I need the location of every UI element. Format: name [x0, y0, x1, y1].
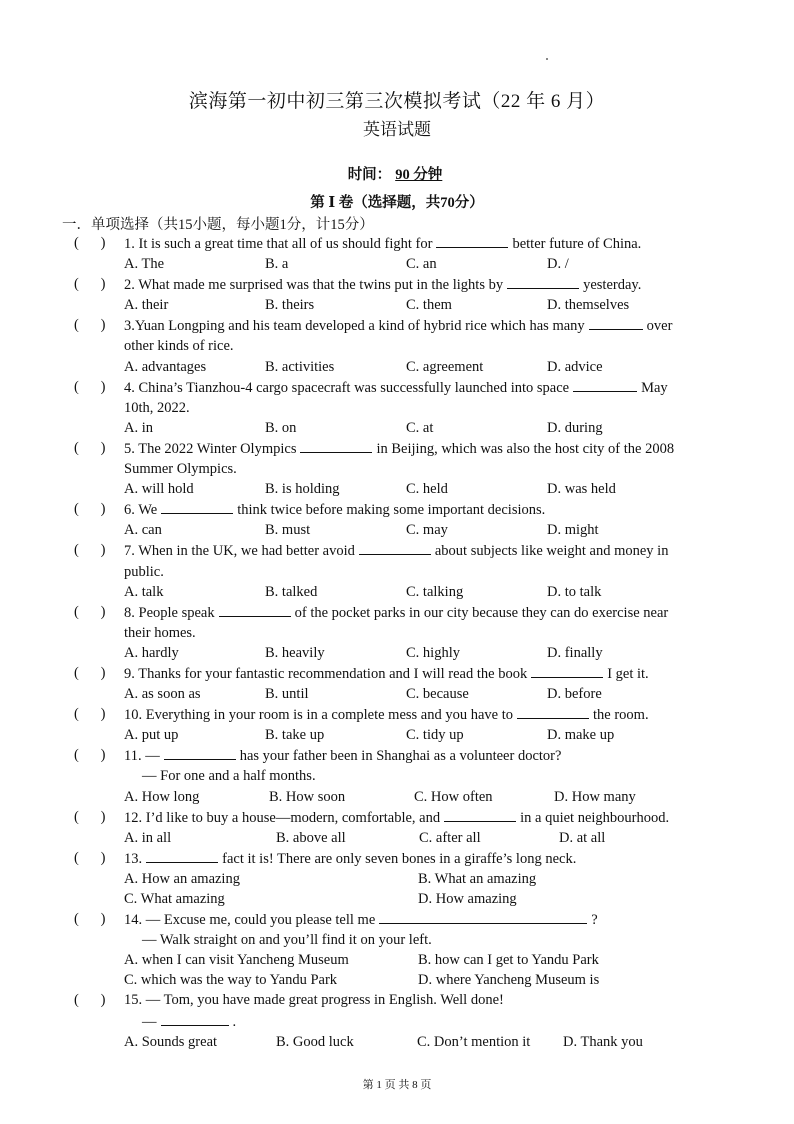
answer-option[interactable]: C. held — [406, 481, 448, 498]
question-stem — [124, 233, 724, 254]
answer-option[interactable]: D. How amazing — [418, 891, 517, 907]
option-row — [74, 582, 724, 602]
dialogue-text: — Walk straight on and you’ll find it on your left. — [142, 932, 432, 949]
answer-bracket[interactable]: ( ) — [74, 235, 106, 251]
answer-option[interactable]: A. talk — [124, 583, 164, 600]
question-item — [74, 377, 724, 438]
answer-blank[interactable] — [146, 848, 218, 863]
question-item — [74, 602, 724, 663]
answer-option[interactable]: C. tidy up — [406, 727, 464, 744]
answer-blank[interactable] — [517, 704, 589, 719]
question-text-before: It is such a great time that all of us should fight for — [134, 236, 433, 252]
question-text-after: May — [641, 379, 668, 396]
question-stem-line — [74, 704, 724, 725]
answer-option[interactable]: B. What an amazing — [418, 870, 537, 887]
option-row — [74, 357, 724, 377]
question-text-before: People speak — [134, 604, 215, 621]
volume-heading: 第 Ⅰ 卷（选择题，共70分） — [310, 195, 484, 211]
question-text-before: What made me surprised was that the twins put in the lights by — [134, 277, 504, 294]
answer-option[interactable]: D. Thank you — [563, 1033, 643, 1050]
answer-option[interactable]: A. as soon as — [124, 686, 201, 703]
question-stem-line — [74, 848, 724, 869]
answer-option[interactable]: D. might — [547, 522, 599, 539]
answer-option[interactable]: B. Good luck — [276, 1033, 354, 1050]
answer-bracket[interactable]: ( ) — [74, 603, 106, 620]
question-text-before: Thanks for your fantastic recommendation and I will read the book — [134, 665, 528, 682]
question-stem-line — [74, 377, 724, 398]
answer-option[interactable]: B. on — [265, 419, 297, 436]
question-stem — [124, 438, 724, 459]
answer-blank[interactable] — [359, 540, 431, 555]
question-text-before: — Excuse me, could you please tell me — [142, 912, 376, 929]
question-number: 1. — [124, 236, 135, 252]
question-stem — [124, 602, 724, 623]
question-continuation: Summer Olympics. — [124, 461, 237, 478]
question-number: 11. — [124, 748, 142, 765]
scan-speck — [546, 58, 548, 60]
question-text-after: the room. — [593, 707, 649, 724]
option-row — [74, 295, 724, 315]
answer-option[interactable]: A. their — [124, 297, 169, 314]
answer-option[interactable]: B. above all — [276, 829, 346, 846]
answer-option[interactable]: D. at all — [559, 829, 606, 846]
answer-option[interactable]: C. How often — [414, 788, 493, 805]
option-row — [74, 684, 724, 704]
question-number: 15. — [124, 992, 143, 1009]
option-row — [74, 970, 724, 990]
answer-option[interactable]: A. advantages — [124, 358, 207, 375]
answer-option[interactable]: C. agreement — [406, 358, 484, 375]
question-stem-line — [74, 909, 724, 930]
option-row — [74, 950, 724, 970]
question-list — [74, 233, 724, 1052]
option-row — [74, 869, 724, 889]
exam-subtitle: 英语试题 — [363, 120, 431, 139]
answer-option[interactable]: D. advice — [547, 358, 603, 375]
answer-bracket[interactable]: ( ) — [74, 317, 106, 334]
question-continuation: other kinds of rice. — [124, 338, 234, 355]
answer-option[interactable]: B. theirs — [265, 297, 315, 314]
question-number: 9. — [124, 665, 135, 682]
question-number: 14. — [124, 912, 143, 929]
answer-option[interactable]: B. How soon — [269, 788, 346, 805]
question-stem — [124, 807, 724, 828]
question-item — [74, 274, 724, 315]
question-stem — [124, 540, 724, 561]
question-stem-line — [74, 499, 724, 520]
answer-option[interactable]: B. take up — [265, 727, 325, 744]
answer-option[interactable]: A. hardly — [124, 644, 179, 661]
question-text-after: ? — [591, 912, 598, 929]
answer-blank[interactable] — [436, 233, 508, 248]
answer-option[interactable]: D. where Yancheng Museum is — [418, 972, 600, 989]
answer-bracket[interactable]: ( ) — [74, 808, 106, 825]
question-stem — [124, 704, 724, 725]
question-number: 7. — [124, 543, 135, 560]
question-stem-line — [74, 602, 724, 623]
question-stem-line — [74, 990, 724, 1010]
question-text-after: yesterday. — [583, 277, 642, 294]
answer-option[interactable]: D. finally — [547, 644, 603, 661]
dialogue-line — [74, 766, 724, 786]
answer-option[interactable]: B. heavily — [265, 644, 325, 661]
answer-option[interactable]: A. How an amazing — [124, 870, 240, 887]
answer-option[interactable]: C. talking — [406, 583, 464, 600]
question-text-before: We — [134, 502, 158, 519]
answer-option[interactable]: D. was held — [547, 481, 616, 498]
question-stem-line — [74, 540, 724, 561]
answer-blank[interactable] — [300, 438, 372, 453]
answer-blank[interactable] — [507, 274, 579, 289]
answer-bracket[interactable]: ( ) — [74, 664, 106, 681]
answer-option[interactable]: B. activities — [265, 358, 335, 375]
exam-time — [0, 163, 794, 184]
question-item — [74, 745, 724, 806]
answer-bracket[interactable]: ( ) — [74, 747, 106, 764]
question-stem-line — [74, 438, 724, 459]
answer-bracket[interactable]: ( ) — [74, 276, 106, 293]
dialogue-line — [74, 930, 724, 950]
question-text-after: in Beijing, which was also the host city of the 2008 — [376, 440, 675, 457]
question-stem — [124, 274, 724, 295]
question-text-before: — — [141, 748, 160, 765]
question-item — [74, 663, 724, 704]
answer-blank[interactable] — [531, 663, 603, 678]
question-stem — [124, 315, 724, 336]
question-item — [74, 990, 724, 1051]
option-row — [74, 787, 724, 807]
option-row — [74, 418, 724, 438]
answer-bracket[interactable]: ( ) — [74, 501, 106, 518]
dialogue-text: — For one and a half months. — [142, 768, 316, 785]
question-item — [74, 540, 724, 601]
answer-blank[interactable] — [161, 499, 233, 514]
question-text-before: I’d like to buy a house—modern, comfortable, and — [142, 809, 441, 826]
question-text-after: think twice before making some important decisions. — [237, 502, 546, 519]
question-continuation: their homes. — [124, 624, 196, 641]
option-row — [74, 725, 724, 745]
answer-option[interactable]: A. in all — [124, 829, 172, 846]
answer-option[interactable]: C. at — [406, 419, 434, 436]
answer-option[interactable]: D. before — [547, 686, 602, 703]
question-item — [74, 438, 724, 499]
answer-option[interactable]: B. until — [265, 686, 309, 703]
answer-option[interactable]: A. Sounds great — [124, 1033, 218, 1050]
answer-option[interactable]: D. make up — [547, 727, 615, 744]
answer-blank[interactable] — [573, 377, 637, 392]
answer-option[interactable]: C. an — [406, 256, 437, 273]
option-row — [74, 889, 724, 909]
option-row — [74, 828, 724, 848]
question-number: 13. — [124, 850, 143, 867]
dialogue-line — [74, 1011, 724, 1032]
answer-option[interactable]: D. How many — [554, 788, 636, 805]
answer-option[interactable]: C. them — [406, 297, 452, 314]
page-footer: 第 1 页 共 8 页 — [362, 1079, 432, 1091]
answer-option[interactable]: B. talked — [265, 583, 318, 600]
question-stem — [124, 663, 724, 684]
question-number: 8. — [124, 604, 135, 621]
question-stem-line — [74, 745, 724, 766]
question-item — [74, 499, 724, 540]
option-row — [74, 643, 724, 663]
answer-option[interactable]: A. in — [124, 419, 153, 436]
question-number: 3. — [124, 318, 135, 335]
answer-option[interactable]: A. The — [124, 256, 165, 273]
question-number: 10. — [124, 707, 143, 724]
answer-option[interactable]: B. must — [265, 522, 311, 539]
question-text-before: The 2022 Winter Olympics — [134, 440, 297, 457]
answer-option[interactable]: D. to talk — [547, 583, 602, 600]
question-stem — [124, 848, 724, 869]
answer-option[interactable]: D. during — [547, 419, 603, 436]
question-number: 5. — [124, 440, 135, 457]
question-number: 12. — [124, 809, 143, 826]
dialogue-text: — — [142, 1013, 157, 1030]
answer-option[interactable]: C. may — [406, 522, 448, 539]
question-item — [74, 704, 724, 745]
answer-bracket[interactable]: ( ) — [74, 706, 106, 723]
question-text-after: has your father been in Shanghai as a volunteer doctor? — [239, 748, 562, 765]
option-row — [74, 479, 724, 499]
question-stem-line — [74, 663, 724, 684]
answer-blank[interactable] — [444, 807, 516, 822]
question-number: 6. — [124, 502, 135, 519]
question-text-after: I get it. — [607, 665, 649, 682]
question-stem-line — [74, 807, 724, 828]
question-stem-line — [74, 315, 724, 336]
answer-option[interactable]: A. when I can visit Yancheng Museum — [124, 952, 349, 969]
answer-option[interactable]: C. What amazing — [124, 891, 225, 907]
question-continuation: 10th, 2022. — [124, 399, 190, 416]
answer-option[interactable]: A. put up — [124, 727, 179, 744]
answer-blank[interactable] — [379, 909, 587, 924]
question-stem — [124, 745, 724, 766]
time-label: 时间： — [347, 167, 392, 183]
question-item — [74, 807, 724, 848]
question-item — [74, 315, 724, 376]
answer-option[interactable]: C. after all — [419, 829, 481, 846]
question-text-after: over — [646, 318, 673, 335]
question-text-after: fact it is! There are only seven bones in a giraffe’s long neck. — [222, 850, 577, 867]
question-text-after: of the pocket parks in our city because they can do exercise near — [294, 604, 669, 621]
section-heading: 一．单项选择（共15小题，每小题1分，计15分） — [62, 217, 374, 233]
answer-option[interactable]: A. will hold — [124, 481, 194, 498]
answer-option[interactable]: B. is holding — [265, 481, 340, 498]
question-stem-line — [74, 274, 724, 295]
answer-option[interactable]: D. themselves — [547, 297, 630, 314]
answer-bracket[interactable]: ( ) — [74, 992, 106, 1009]
option-row — [74, 520, 724, 540]
answer-option[interactable]: B. how can I get to Yandu Park — [418, 952, 599, 969]
question-text-before: When in the UK, we had better avoid — [134, 543, 355, 560]
question-stem — [124, 377, 724, 398]
question-item — [74, 909, 724, 990]
answer-option[interactable]: A. can — [124, 522, 162, 539]
answer-bracket[interactable]: ( ) — [74, 911, 106, 928]
question-continuation: public. — [124, 563, 164, 580]
question-text-after: better future of China. — [512, 236, 642, 252]
option-row — [74, 1032, 724, 1052]
question-number: 2. — [124, 277, 135, 294]
answer-option[interactable]: C. highly — [406, 644, 460, 661]
dialogue-end: . — [232, 1013, 237, 1030]
answer-bracket[interactable]: ( ) — [74, 378, 106, 395]
question-stem — [124, 499, 724, 520]
time-value: 90 分钟 — [395, 167, 443, 183]
question-stem — [124, 909, 724, 930]
answer-option[interactable]: B. a — [265, 256, 289, 273]
question-item — [74, 233, 724, 274]
option-row — [74, 254, 724, 274]
question-text-before: Yuan Longping and his team developed a kind of hybrid rice which has many — [134, 318, 585, 335]
answer-option[interactable]: C. Don’t mention it — [417, 1033, 531, 1050]
answer-blank[interactable] — [589, 315, 643, 330]
answer-bracket[interactable]: ( ) — [74, 849, 106, 866]
answer-option[interactable]: C. because — [406, 686, 469, 703]
answer-blank[interactable] — [161, 1011, 229, 1026]
answer-blank[interactable] — [219, 602, 291, 617]
question-text-before: — Tom, you have made great progress in English. Well done! — [142, 992, 504, 1009]
answer-blank[interactable] — [164, 745, 236, 760]
answer-option[interactable]: D. / — [547, 256, 569, 273]
answer-bracket[interactable]: ( ) — [74, 439, 106, 456]
question-stem-line — [74, 233, 724, 254]
question-text-before: Everything in your room is in a complete mess and you have to — [142, 707, 514, 724]
answer-option[interactable]: A. How long — [124, 788, 200, 805]
question-text-after: in a quiet neighbourhood. — [520, 809, 670, 826]
exam-title: 滨海第一初中初三第三次模拟考试（22 年 6 月） — [188, 91, 606, 112]
question-text-after: about subjects like weight and money in — [434, 543, 669, 560]
question-text-before: China’s Tianzhou-4 cargo spacecraft was successfully launched into space — [134, 379, 570, 396]
answer-bracket[interactable]: ( ) — [74, 542, 106, 559]
question-item — [74, 848, 724, 909]
answer-option[interactable]: C. which was the way to Yandu Park — [124, 972, 338, 989]
question-number: 4. — [124, 379, 135, 396]
question-stem — [124, 990, 724, 1010]
